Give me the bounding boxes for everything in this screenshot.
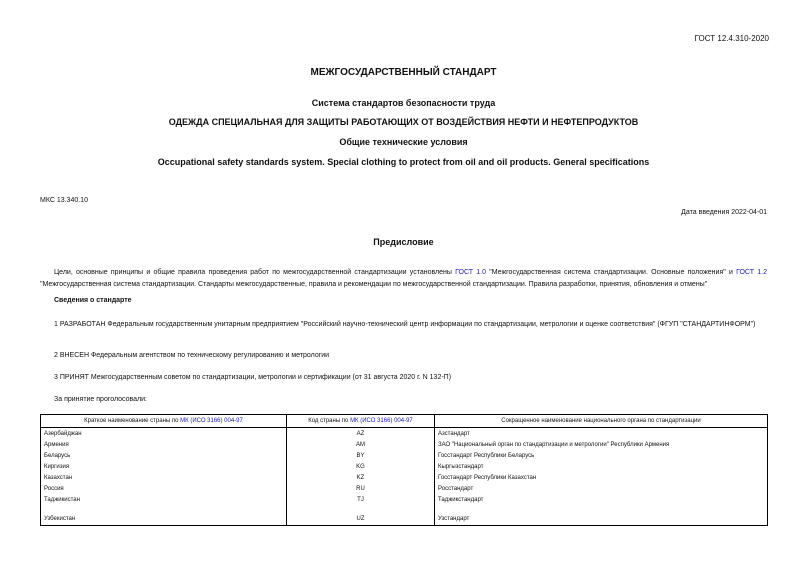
table-row <box>41 512 768 526</box>
body-cell: Азстандарт <box>435 428 768 440</box>
english-title: Occupational safety standards system. Special clothing to protect from oil and oil products. General specifications <box>157 157 650 167</box>
spacer-cell <box>287 505 435 512</box>
table-spacer-row <box>41 505 768 512</box>
developer-paragraph: 1 РАЗРАБОТАН Федеральным государственным унитарным предприятием "Российский научно-технический центр информации по стандартизации, метрологии и оценке соответствия" (ФГУП "СТАНДАРТИНФОРМ") <box>54 321 756 328</box>
code-cell: KG <box>287 461 435 472</box>
country-cell: Азербайджан <box>41 428 287 440</box>
goals-text-2: "Межгосударственная система стандартизации. Основные положения" и <box>486 269 737 276</box>
country-cell: Беларусь <box>41 450 287 461</box>
country-cell: Казахстан <box>41 472 287 483</box>
body-cell: Росстандарт <box>435 483 768 494</box>
code-cell: UZ <box>287 512 435 526</box>
spacer-cell <box>435 505 768 512</box>
preface-goals-paragraph <box>40 267 767 291</box>
table-row <box>41 439 768 450</box>
document-subtitle: Общие технические условия <box>339 137 468 147</box>
column-header-body: Сокращенное наименование национального органа по стандартизации <box>435 415 768 428</box>
col1-prefix: Краткое наименование страны по <box>84 418 181 424</box>
table-row <box>41 450 768 461</box>
code-cell: TJ <box>287 494 435 505</box>
column-header-country <box>41 415 287 428</box>
standard-heading: МЕЖГОСУДАРСТВЕННЫЙ СТАНДАРТ <box>310 67 497 78</box>
gost-1-2-link[interactable]: ГОСТ 1.2 <box>736 269 767 276</box>
col2-prefix: Код страны по <box>308 418 351 424</box>
body-cell: Кыргызстандарт <box>435 461 768 472</box>
country-cell: Россия <box>41 483 287 494</box>
code-cell: BY <box>287 450 435 461</box>
voting-countries-table <box>40 414 768 526</box>
table-header-row <box>41 415 768 428</box>
code-cell: RU <box>287 483 435 494</box>
system-heading: Система стандартов безопасности труда <box>311 98 496 108</box>
table-row <box>41 494 768 505</box>
country-cell: Узбекистан <box>41 512 287 526</box>
table-row <box>41 483 768 494</box>
mk-iso-link[interactable]: МК (ИСО 3166) 004-97 <box>350 418 413 424</box>
country-cell: Киргизия <box>41 461 287 472</box>
goals-text-1: Цели, основные принципы и общие правила проведения работ по межгосударственной стандартизации установлены <box>54 269 456 276</box>
document-id: ГОСТ 12.4.310-2020 <box>694 34 769 43</box>
mk-iso-link[interactable]: МК (ИСО 3166) 004-97 <box>180 418 243 424</box>
table-row <box>41 461 768 472</box>
mks-code: МКС 13.340.10 <box>40 197 88 204</box>
preface-heading: Предисловие <box>373 237 434 247</box>
code-cell: AM <box>287 439 435 450</box>
introduction-date: Дата введения 2022-04-01 <box>681 209 767 216</box>
body-cell: Госстандарт Республики Беларусь <box>435 450 768 461</box>
country-cell: Армения <box>41 439 287 450</box>
gost-1-0-link[interactable]: ГОСТ 1.0 <box>455 269 487 276</box>
table-row <box>41 428 768 440</box>
body-cell: Госстандарт Республики Казахстан <box>435 472 768 483</box>
code-cell: AZ <box>287 428 435 440</box>
body-cell: Узстандарт <box>435 512 768 526</box>
table-row <box>41 472 768 483</box>
voted-paragraph: За принятие проголосовали: <box>54 396 147 403</box>
body-cell: ЗАО "Национальный орган по стандартизации и метрологии" Республики Армения <box>435 439 768 450</box>
body-cell: Таджикстандарт <box>435 494 768 505</box>
spacer-cell <box>41 505 287 512</box>
document-title: ОДЕЖДА СПЕЦИАЛЬНАЯ ДЛЯ ЗАЩИТЫ РАБОТАЮЩИХ ОТ ВОЗДЕЙСТВИЯ НЕФТИ И НЕФТЕПРОДУКТОВ <box>168 117 639 127</box>
code-cell: KZ <box>287 472 435 483</box>
column-header-code <box>287 415 435 428</box>
adopted-paragraph: 3 ПРИНЯТ Межгосударственным советом по стандартизации, метрологии и сертификации (от 31 августа 2020 г. N 132-П) <box>54 374 452 381</box>
submitted-paragraph: 2 ВНЕСЕН Федеральным агентством по техническому регулированию и метрологии <box>54 352 330 359</box>
goals-text-3: "Межгосударственная система стандартизации. Стандарты межгосударственные, правила и рекомендации по межгосударственной стандартизации. Правила разработки, принятия, обновления и отмены" <box>40 281 708 288</box>
country-cell: Таджикистан <box>41 494 287 505</box>
standard-info-heading: Сведения о стандарте <box>54 297 132 304</box>
